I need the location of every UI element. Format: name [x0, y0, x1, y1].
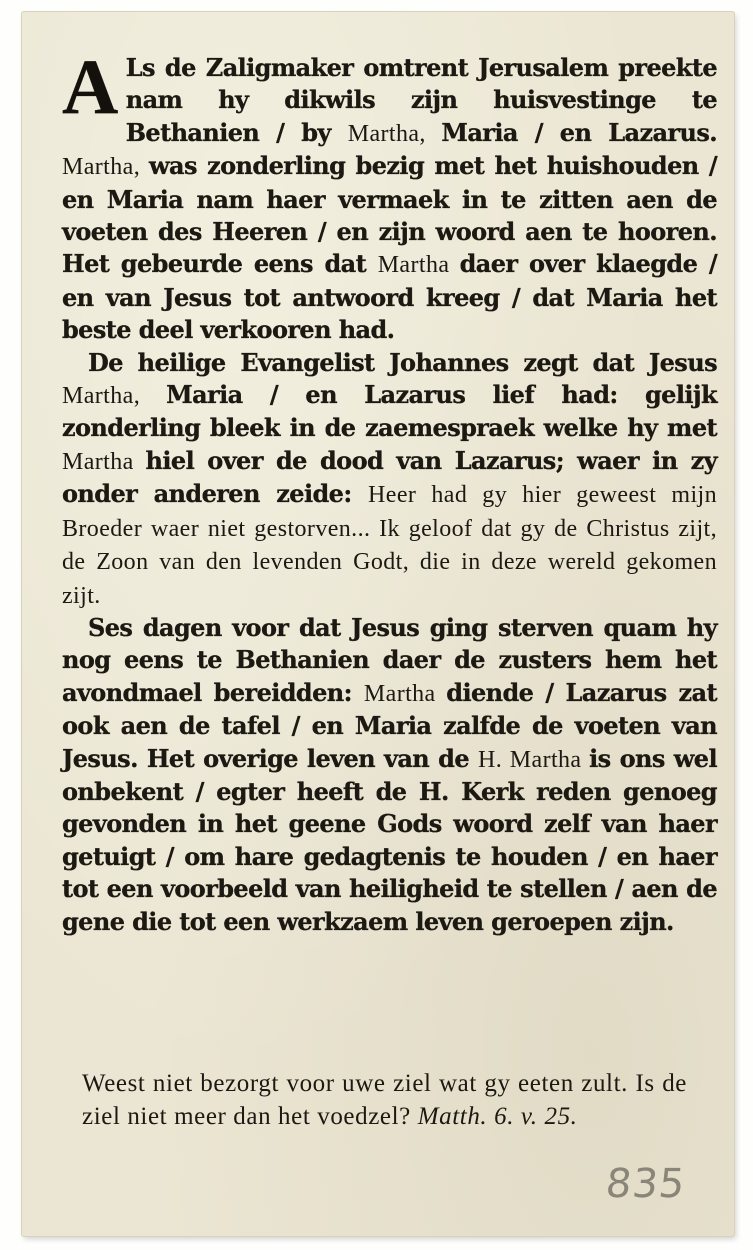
paragraph-3-end: is ons wel onbekent / egter heeft de H. Kerk reden genoeg gevonden in het geene Gods woord zelf van haer getuigt / om hare gedagtenis te houden / en haer tot een voorbeeld van heiligheid te stellen / aen de gene die tot een werkzaem leven geroepen zijn.	[62, 743, 717, 936]
martha-quote: Heer had gy hier geweest mijn Broeder waer niet gestorven... Ik geloof dat gy de Christus zijt, de Zoon van den levenden Godt, die in deze wereld gekomen zijt.	[62, 482, 717, 609]
name-martha: Martha	[62, 448, 146, 475]
handwritten-pencil-number: 835	[603, 1161, 688, 1207]
paragraph-1	[62, 43, 717, 347]
name-martha: Martha	[363, 680, 447, 707]
name-martha: Martha,	[62, 154, 149, 181]
paragraph-1-mid: Maria / en Lazarus.	[441, 117, 717, 147]
paragraph-3	[62, 612, 717, 938]
paragraph-2-lead: De heilige Evangelist Johannes zegt dat Jesus	[88, 347, 717, 377]
paragraph-2	[62, 347, 717, 612]
paragraph-3-lead: Ses dagen voor dat Jesus ging sterven quam hy nog eens te Bethanien daer de zusters hem het avondmael bereidden:	[62, 612, 717, 707]
name-martha: Martha	[377, 252, 460, 279]
paragraph-1-end: daer over klaegde / en van Jesus tot antwoord kreeg / dat Maria het beste deel verkooren had.	[62, 249, 717, 345]
name-martha: Martha,	[347, 120, 442, 147]
closing-scripture-quote	[82, 1068, 687, 1133]
body-text	[62, 43, 717, 938]
name-martha: Martha,	[62, 383, 167, 410]
paragraph-1-lead: Ls de Zaligmaker omtrent Jerusalem preekte nam hy dikwils zijn huisvestinge te Bethanien / by	[125, 53, 717, 147]
paragraph-1-rest: was zonderling bezig met het huishouden / en Maria nam haer vermaek in te zitten aen de voeten des Heeren / en zijn woord aen te hooren. Het gebeurde eens dat	[62, 151, 717, 279]
scripture-reference: Matth. 6. v. 25.	[417, 1102, 578, 1130]
paragraph-2-mid: Maria / en Lazarus lief had: gelijk zonderling bleek in de zaemespraek welke hy met	[62, 380, 717, 443]
closing-quote-text: Weest niet bezorgt voor uwe ziel wat gy eeten zult. Is de ziel niet meer dan het voedzel?	[82, 1070, 687, 1130]
paragraph-3-mid: diende / Lazarus zat ook aen de tafel / en Maria zalfde de voeten van Jesus. Het overige leven van de	[62, 677, 717, 773]
document-page	[22, 12, 734, 1236]
name-h-martha: H. Martha	[478, 746, 590, 773]
paragraph-2-mid-2: hiel over de dood van Lazarus; waer in zy onder anderen zeide:	[62, 445, 717, 509]
drop-cap-initial: A	[62, 43, 118, 130]
